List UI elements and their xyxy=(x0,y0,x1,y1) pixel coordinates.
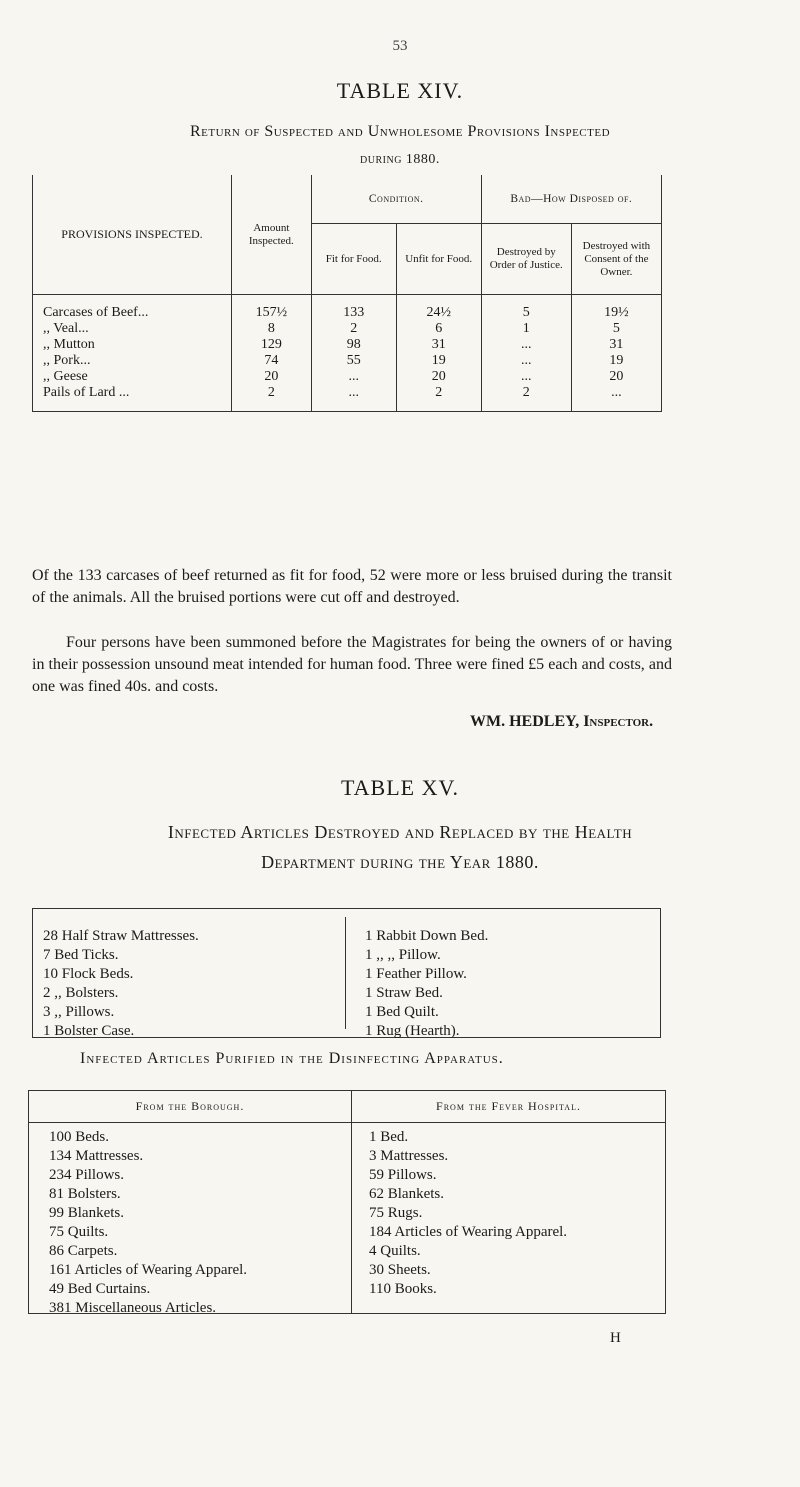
destroyed-list-left xyxy=(43,927,199,1041)
cell-amount: 8 xyxy=(231,321,311,337)
header-unfit: Unfit for Food. xyxy=(396,224,481,295)
signature-letter: H xyxy=(610,1330,621,1346)
list-item: 1 Bolster Case. xyxy=(43,1023,135,1039)
table-row xyxy=(33,295,662,322)
list-item: 99 Blankets. xyxy=(49,1205,124,1221)
cell-amount: 129 xyxy=(231,337,311,353)
provisions-table xyxy=(32,175,662,412)
destroyed-list-right xyxy=(365,927,488,1041)
signature xyxy=(470,713,653,731)
header-amount: Amount Inspected. xyxy=(231,175,311,295)
cell-order: 1 xyxy=(481,321,571,337)
list-item: 10 Flock Beds. xyxy=(43,966,134,982)
list-item: 1 ,, ,, Pillow. xyxy=(365,947,441,963)
list-item: 4 Quilts. xyxy=(369,1243,421,1259)
list-item: 59 Pillows. xyxy=(369,1167,437,1183)
cell-amount: 20 xyxy=(231,369,311,385)
table-14-subtitle-1: Return of Suspected and Unwholesome Provisions Inspected xyxy=(189,123,611,140)
hospital-list xyxy=(369,1128,567,1299)
list-item: 184 Articles of Wearing Apparel. xyxy=(369,1224,568,1240)
cell-consent: 5 xyxy=(571,321,661,337)
purified-articles-box xyxy=(28,1090,666,1314)
list-item: 110 Books. xyxy=(369,1281,437,1297)
list-item: 3 ,, Pillows. xyxy=(43,1004,115,1020)
header-bad-how: Bad—How Disposed of. xyxy=(481,175,661,224)
cell-fit: 2 xyxy=(311,321,396,337)
borough-list xyxy=(49,1128,247,1318)
cell-consent: 19 xyxy=(571,353,661,369)
table-15-subtitle-2: Department during the Year 1880. xyxy=(261,852,539,872)
cell-amount: 2 xyxy=(231,385,311,412)
list-item: 75 Quilts. xyxy=(49,1224,109,1240)
cell-unfit: 20 xyxy=(396,369,481,385)
list-item: 28 Half Straw Mattresses. xyxy=(43,928,199,944)
header-condition: Condition. xyxy=(311,175,481,224)
cell-amount: 74 xyxy=(231,353,311,369)
list-item: 2 ,, Bolsters. xyxy=(43,985,119,1001)
list-item: 62 Blankets. xyxy=(369,1186,444,1202)
header-destroyed-consent: Destroyed with Consent of the Owner. xyxy=(571,224,661,295)
list-item: 30 Sheets. xyxy=(369,1262,431,1278)
paragraph-bruised-beef: Of the 133 carcases of beef returned as fit for food, 52 were more or less bruised during the transit of the animals. All the bruised portions were cut off and destroyed. xyxy=(32,567,672,606)
list-item: 1 Rug (Hearth). xyxy=(365,1023,460,1039)
list-item: 7 Bed Ticks. xyxy=(43,947,119,963)
table-row xyxy=(33,321,662,337)
cell-consent: ... xyxy=(571,385,661,412)
cell-unfit: 6 xyxy=(396,321,481,337)
list-item: 81 Bolsters. xyxy=(49,1186,121,1202)
header-provisions: PROVISIONS INSPECTED. xyxy=(33,175,232,295)
list-item: 1 Bed. xyxy=(369,1129,409,1145)
signature-role: Inspector. xyxy=(583,713,654,730)
cell-order: 2 xyxy=(481,385,571,412)
list-item: 1 Rabbit Down Bed. xyxy=(365,928,489,944)
list-item: 1 Straw Bed. xyxy=(365,985,443,1001)
cell-consent: 31 xyxy=(571,337,661,353)
paragraph-summons: Four persons have been summoned before the Magistrates for being the owners of or having in their possession unsound meat intended for human food. Three were fined £5 each and costs, and one was fined 40s. and costs. xyxy=(32,634,672,695)
table-row xyxy=(33,353,662,369)
borough-header: From the Borough. xyxy=(135,1099,245,1113)
cell-item: ,, Geese xyxy=(33,369,232,385)
header-divider xyxy=(29,1122,665,1123)
purified-title: Infected Articles Purified in the Disinfecting Apparatus. xyxy=(80,1050,504,1067)
list-item: 86 Carpets. xyxy=(49,1243,118,1259)
cell-order: ... xyxy=(481,337,571,353)
column-divider xyxy=(345,917,346,1029)
cell-item: ,, Mutton xyxy=(33,337,232,353)
cell-fit: 98 xyxy=(311,337,396,353)
list-item: 234 Pillows. xyxy=(49,1167,125,1183)
cell-fit: 55 xyxy=(311,353,396,369)
cell-item: Pails of Lard ... xyxy=(33,385,232,412)
page-number: 53 xyxy=(392,38,408,54)
table-15-title: TABLE XV. xyxy=(340,775,460,800)
list-item: 134 Mattresses. xyxy=(49,1148,144,1164)
hospital-header: From the Fever Hospital. xyxy=(436,1099,581,1113)
cell-unfit: 2 xyxy=(396,385,481,412)
cell-fit: ... xyxy=(311,385,396,412)
list-item: 161 Articles of Wearing Apparel. xyxy=(49,1262,248,1278)
list-item: 49 Bed Curtains. xyxy=(49,1281,151,1297)
cell-consent: 20 xyxy=(571,369,661,385)
list-item: 75 Rugs. xyxy=(369,1205,423,1221)
cell-consent: 19½ xyxy=(571,295,661,322)
signature-name: WM. HEDLEY, xyxy=(470,713,580,730)
list-item: 3 Mattresses. xyxy=(369,1148,449,1164)
cell-item: ,, Veal... xyxy=(33,321,232,337)
list-item: 100 Beds. xyxy=(49,1129,109,1145)
cell-order: ... xyxy=(481,353,571,369)
table-14-subtitle-2: during 1880. xyxy=(360,152,440,167)
table-14-title: TABLE XIV. xyxy=(336,78,464,103)
cell-unfit: 19 xyxy=(396,353,481,369)
header-destroyed-order: Destroyed by Order of Justice. xyxy=(481,224,571,295)
table-15-subtitle-1: Infected Articles Destroyed and Replaced by the Health xyxy=(167,822,633,842)
column-divider xyxy=(351,1091,352,1313)
cell-unfit: 31 xyxy=(396,337,481,353)
destroyed-articles-box xyxy=(32,908,661,1038)
cell-item: Carcases of Beef... xyxy=(33,295,232,322)
cell-order: ... xyxy=(481,369,571,385)
cell-unfit: 24½ xyxy=(396,295,481,322)
cell-item: ,, Pork... xyxy=(33,353,232,369)
list-item: 1 Bed Quilt. xyxy=(365,1004,439,1020)
table-row xyxy=(33,369,662,385)
list-item: 1 Feather Pillow. xyxy=(365,966,467,982)
cell-amount: 157½ xyxy=(231,295,311,322)
cell-order: 5 xyxy=(481,295,571,322)
cell-fit: 133 xyxy=(311,295,396,322)
table-row xyxy=(33,385,662,412)
cell-fit: ... xyxy=(311,369,396,385)
list-item: 381 Miscellaneous Articles. xyxy=(49,1300,217,1316)
header-fit: Fit for Food. xyxy=(311,224,396,295)
table-row xyxy=(33,337,662,353)
